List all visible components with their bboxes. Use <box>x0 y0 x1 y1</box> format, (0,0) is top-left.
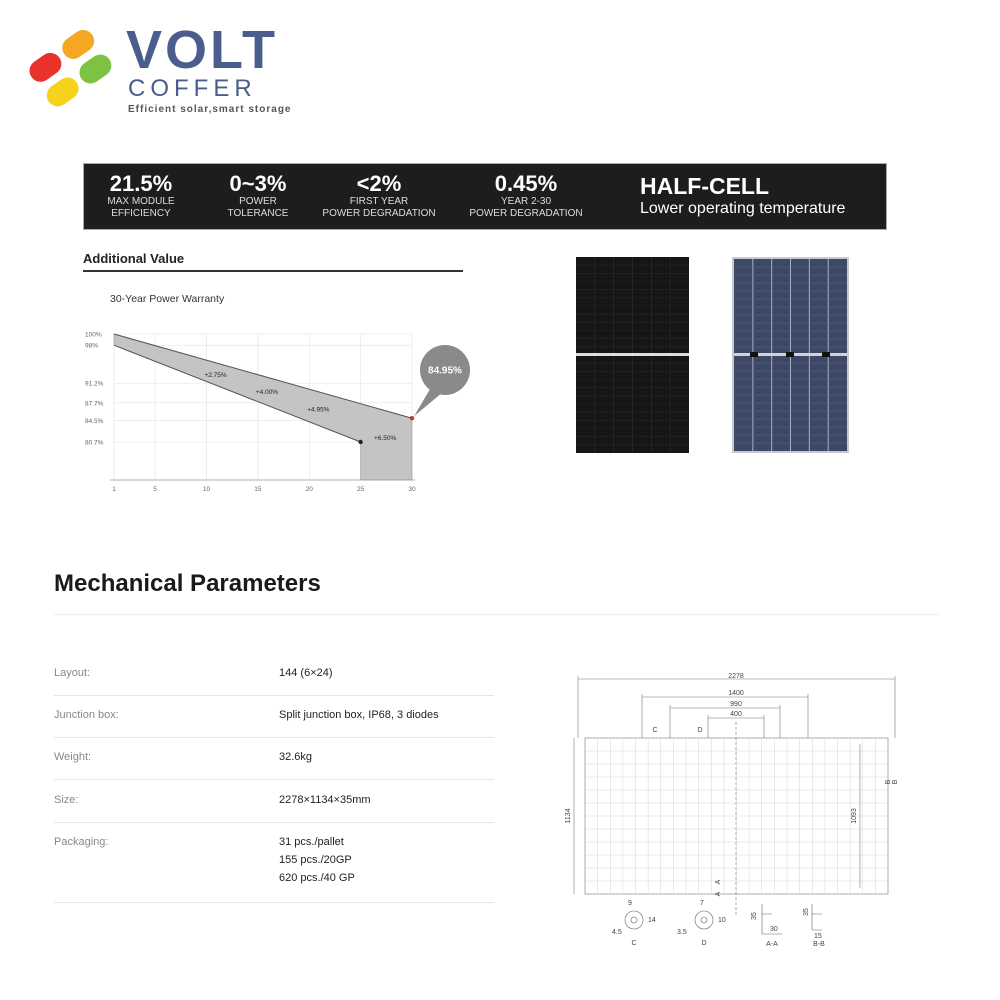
panel-front-image <box>576 257 689 453</box>
end-point-marker <box>358 440 362 444</box>
stat-value: 0.45% <box>494 171 558 196</box>
gain-label: +4.95% <box>307 406 330 414</box>
stat-label: POWER DEGRADATION <box>469 208 583 219</box>
x-tick-label: 5 <box>153 486 157 493</box>
dim-width: 1134 <box>565 808 572 824</box>
detail-dim: 30 <box>770 926 778 933</box>
dim-mount-3: 400 <box>730 711 742 718</box>
detail-dim: 3.5 <box>677 929 687 936</box>
section-mark: D <box>697 727 703 734</box>
x-tick-label: 15 <box>254 486 262 493</box>
y-tick-label: 100% <box>85 331 102 339</box>
stat-value: <2% <box>356 171 402 196</box>
chart-title: 30-Year Power Warranty <box>110 293 225 305</box>
stat-label: POWER DEGRADATION <box>322 208 436 219</box>
brand-tagline: Efficient solar,smart storage <box>128 104 292 115</box>
detail-label: C <box>631 940 637 947</box>
x-tick-label: 1 <box>112 486 116 493</box>
half-cell-highlight <box>640 173 845 219</box>
section-mark: A <box>715 879 722 885</box>
stat-first-year <box>318 172 440 220</box>
mechanical-title: Mechanical Parameters <box>54 570 321 597</box>
param-value: 32.6kg <box>279 751 313 763</box>
stat-tolerance <box>208 172 308 220</box>
x-tick-label: 20 <box>305 486 313 493</box>
warranty-chart <box>80 310 480 495</box>
param-row-layout <box>54 667 494 696</box>
param-value: Split junction box, IP68, 3 diodes <box>279 709 439 721</box>
param-label: Junction box: <box>54 709 119 721</box>
half-cell-subtitle: Lower operating temperature <box>640 200 846 217</box>
brand-name-sub: COFFER <box>128 75 257 102</box>
warranty-gap-area <box>114 334 412 480</box>
section-mark: B <box>892 779 899 785</box>
param-row-size <box>54 794 494 823</box>
dim-inner-width: 1093 <box>851 808 858 824</box>
y-tick-label: 84.5% <box>85 418 104 426</box>
param-row-junction-box <box>54 709 494 738</box>
detail-dim: 35 <box>803 908 810 916</box>
y-tick-label: 87.7% <box>85 400 104 408</box>
stat-efficiency <box>92 172 190 220</box>
param-value: 31 pcs./pallet <box>279 836 344 848</box>
y-tick-label: 80.7% <box>85 439 104 447</box>
stat-label: MAX MODULE <box>107 196 175 207</box>
end-point-marker <box>410 416 414 420</box>
section-divider <box>54 614 939 615</box>
detail-label: B-B <box>813 941 825 948</box>
detail-dim: 9 <box>628 900 632 907</box>
stat-label: POWER <box>239 196 277 207</box>
param-label: Size: <box>54 794 79 806</box>
stat-label: FIRST YEAR <box>349 196 409 207</box>
y-tick-label: 91.2% <box>85 380 104 388</box>
section-mark: B <box>885 779 892 785</box>
gain-label: +4.00% <box>255 389 279 397</box>
stat-value: 21.5% <box>109 171 173 196</box>
section-mark: C <box>652 727 658 734</box>
param-value: 2278×1134×35mm <box>279 794 371 806</box>
x-tick-label: 10 <box>202 486 211 493</box>
param-value: 155 pcs./20GP <box>279 854 352 866</box>
detail-dim: 14 <box>648 917 656 924</box>
param-value: 620 pcs./40 GP <box>279 872 355 884</box>
stat-label: TOLERANCE <box>227 208 289 219</box>
detail-dim: 4.5 <box>612 929 622 936</box>
param-label: Packaging: <box>54 836 109 848</box>
dim-mount-1: 1400 <box>728 690 744 697</box>
stat-value: 0~3% <box>229 171 287 196</box>
detail-dim: 10 <box>718 917 726 924</box>
section-divider <box>83 270 463 272</box>
y-tick-label: 98% <box>85 342 99 350</box>
gain-label: +6.50% <box>374 435 397 443</box>
detail-label: D <box>701 940 707 947</box>
detail-dim: 35 <box>751 912 758 920</box>
param-value: 144 (6×24) <box>279 667 333 679</box>
section-mark: A <box>715 891 722 897</box>
section-title: Additional Value <box>83 251 185 266</box>
dim-mount-2: 990 <box>730 701 742 708</box>
param-label: Weight: <box>54 751 92 763</box>
x-tick-label: 30 <box>408 486 416 493</box>
panel-back-image <box>732 257 849 453</box>
half-cell-title: HALF-CELL <box>640 173 770 199</box>
spec-banner <box>83 163 887 230</box>
stat-label: EFFICIENCY <box>111 208 171 219</box>
gain-label: +2.75% <box>204 371 227 379</box>
module-dimension-drawing <box>560 672 940 957</box>
linear-warranty-line <box>114 334 412 418</box>
brand-name: VOLT <box>126 20 278 80</box>
detail-label: A-A <box>766 941 778 948</box>
detail-dim: 7 <box>700 900 704 907</box>
param-label: Layout: <box>54 667 91 679</box>
stat-annual <box>460 172 592 220</box>
stat-label: YEAR 2-30 <box>500 196 552 207</box>
callout-value: 84.95% <box>428 365 462 377</box>
param-row-packaging <box>54 836 494 903</box>
dim-length: 2278 <box>728 673 744 680</box>
detail-dim: 15 <box>814 933 822 940</box>
logo-mark <box>26 24 116 114</box>
x-tick-label: 25 <box>357 486 365 493</box>
param-row-weight <box>54 751 494 780</box>
